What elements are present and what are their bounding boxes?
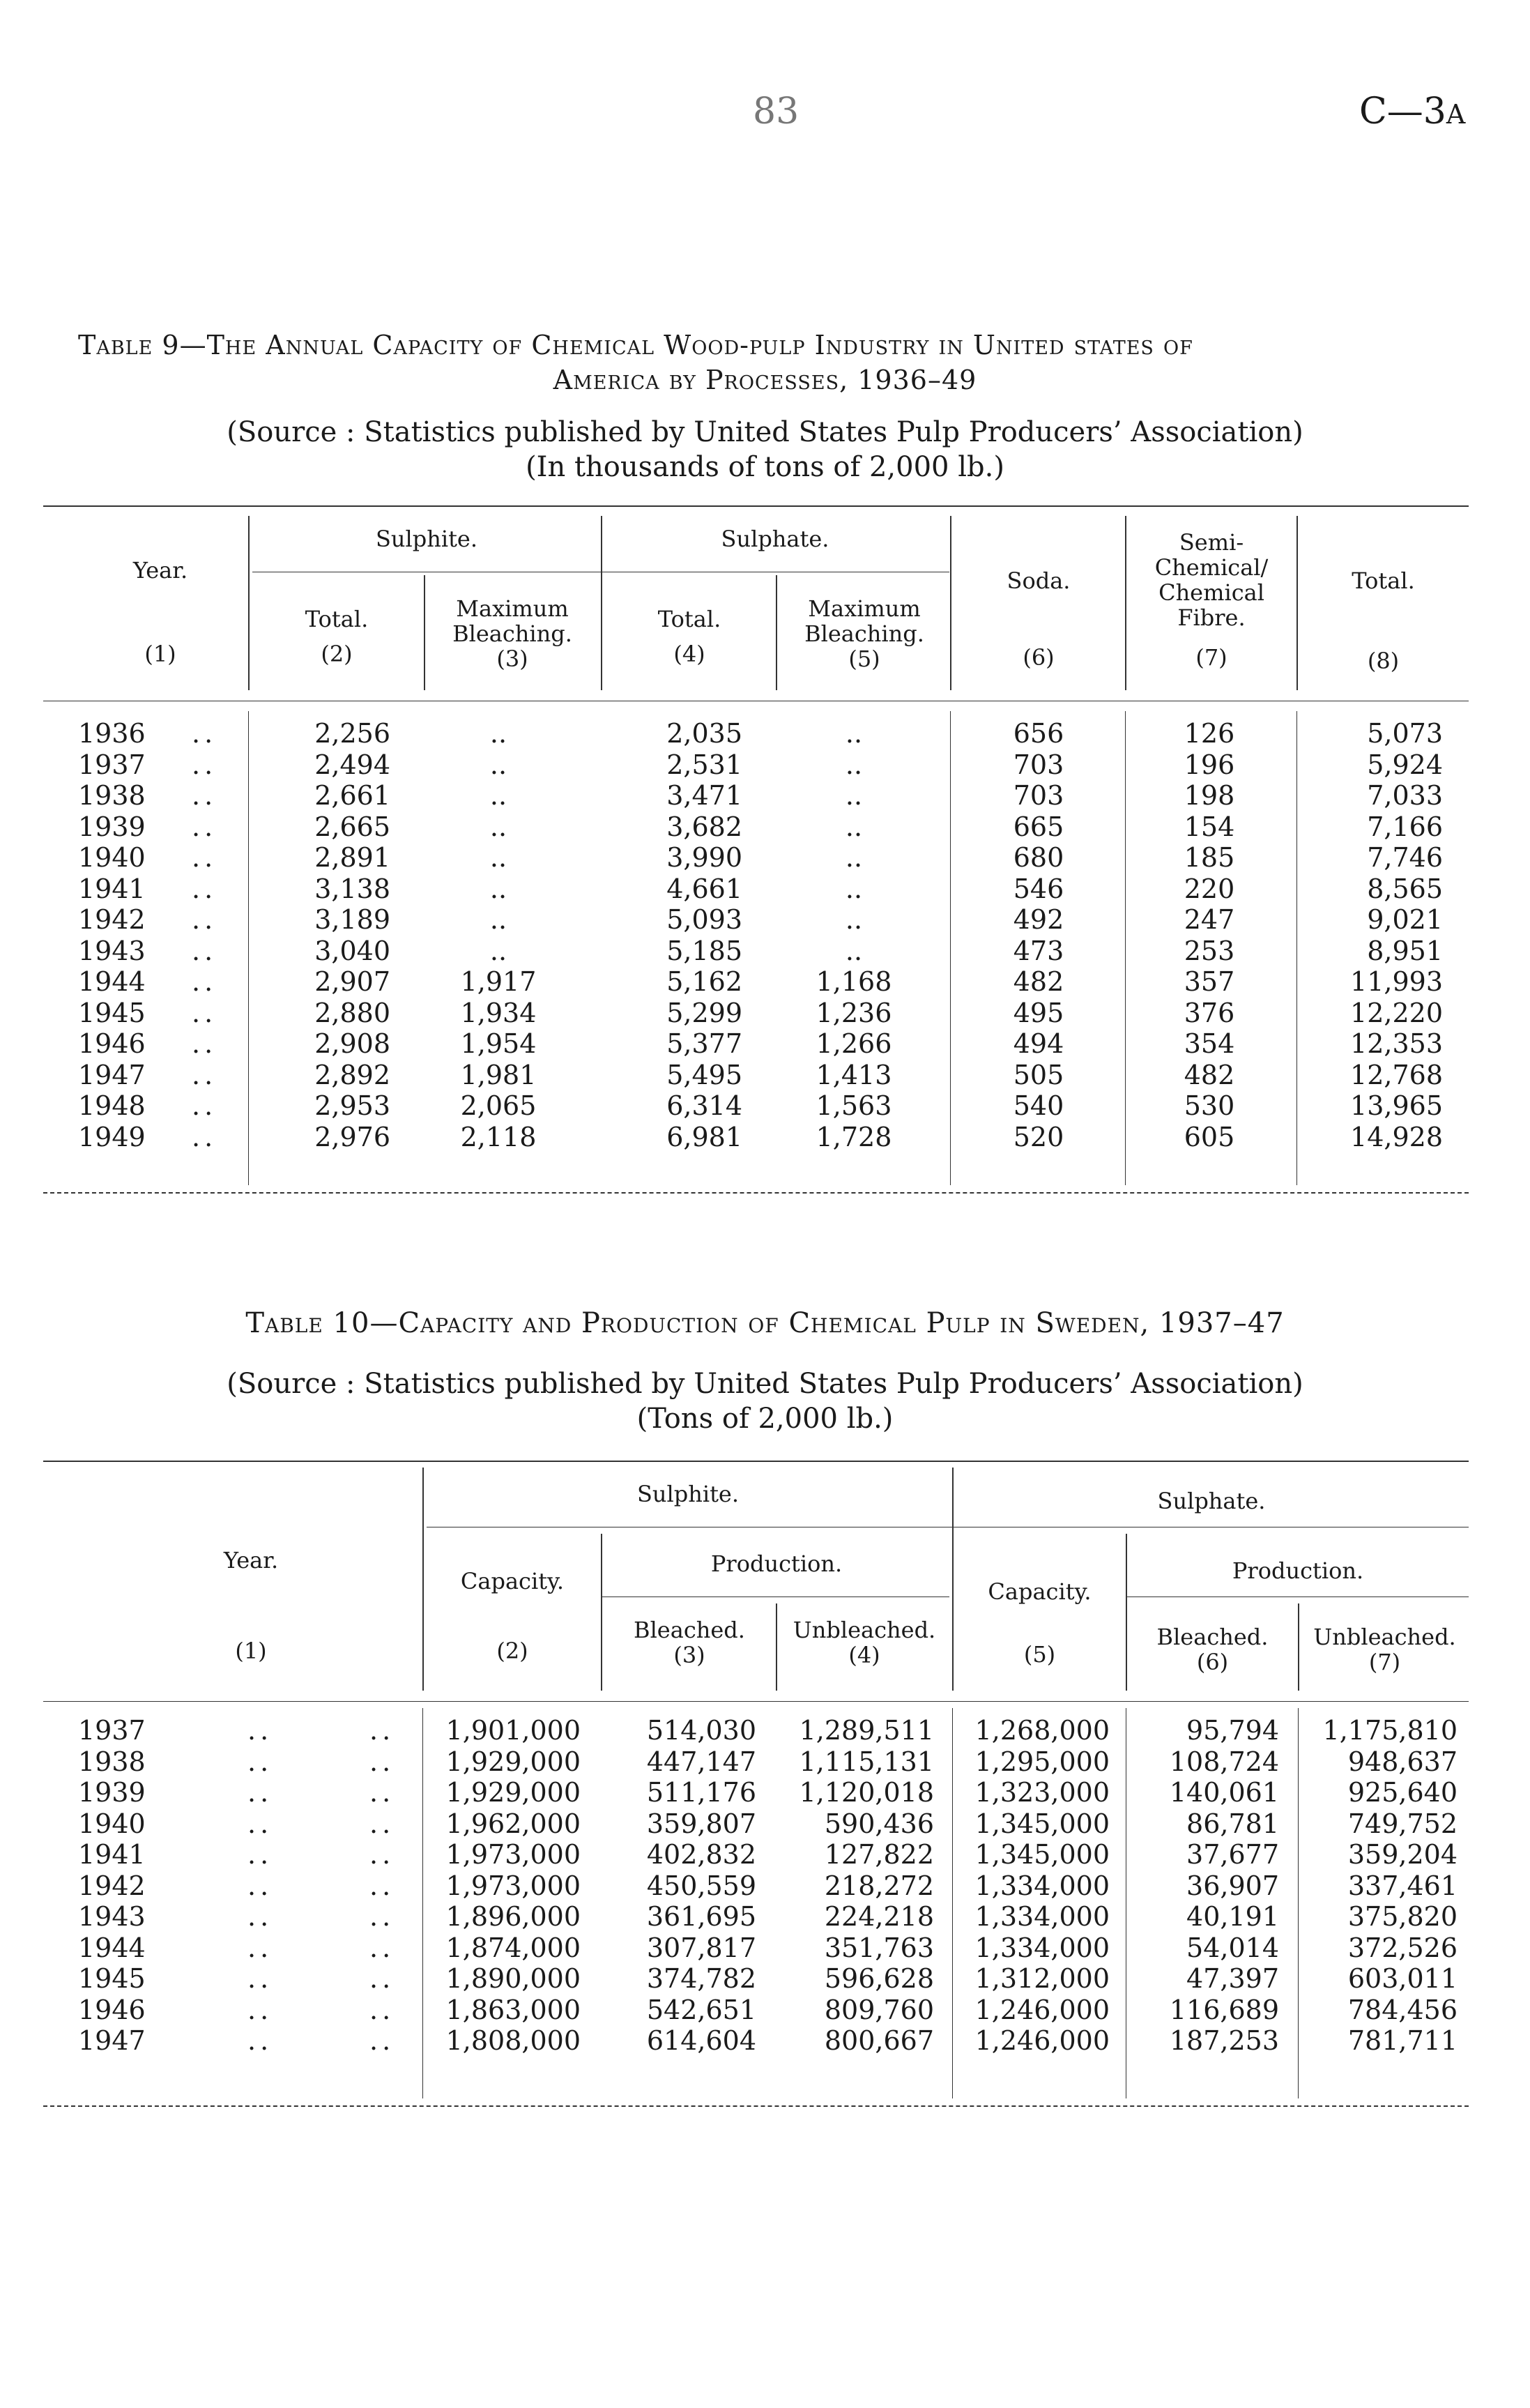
cell-c5: 1,728 <box>816 1121 892 1152</box>
cell-c5: .. <box>845 718 863 749</box>
row-year: 1942 <box>78 1870 146 1901</box>
table10-header-sulphate: Sulphate. <box>1157 1488 1266 1514</box>
row-year: 1942 <box>78 904 146 935</box>
table10-units: (Tons of 2,000 lb.) <box>636 1403 894 1435</box>
cell-c3: 514,030 <box>646 1715 756 1746</box>
cell-c5: 1,323,000 <box>974 1777 1110 1808</box>
table10-body-vline-1 <box>422 1708 423 2098</box>
cell-c5: 1,266 <box>816 1028 892 1059</box>
leader-dots: .. <box>247 1932 273 1963</box>
cell-c3: .. <box>489 718 507 749</box>
cell-c7: 925,640 <box>1347 1777 1458 1808</box>
cell-c6: 47,397 <box>1186 1963 1279 1994</box>
table9-top-rule <box>43 505 1469 507</box>
leader-dots: .. <box>369 1901 395 1932</box>
cell-c7: 354 <box>1184 1028 1235 1059</box>
leader-dots: .. <box>247 2025 273 2056</box>
cell-c2: 2,907 <box>314 966 390 997</box>
table9-caption-line1: Table 9—The Annual Capacity of Chemical Wood-pulp Industry in United states of <box>78 330 1193 360</box>
cell-c5: .. <box>845 842 863 873</box>
cell-c2: 3,040 <box>314 935 390 966</box>
table9-header-total: Total. <box>1352 567 1415 594</box>
leader-dots: .. <box>192 997 217 1028</box>
cell-c2: 1,929,000 <box>445 1777 581 1808</box>
cell-c5: 1,168 <box>816 966 892 997</box>
row-year: 1938 <box>78 1746 146 1777</box>
cell-c4: 5,162 <box>666 966 742 997</box>
cell-c7: 1,175,810 <box>1322 1715 1458 1746</box>
row-year: 1940 <box>78 842 146 873</box>
cell-c2: 1,896,000 <box>445 1901 581 1932</box>
cell-c2: 2,880 <box>314 997 390 1028</box>
cell-c3: 450,559 <box>646 1870 756 1901</box>
cell-c2: 2,892 <box>314 1059 390 1090</box>
cell-c2: 1,901,000 <box>445 1715 581 1746</box>
row-year: 1939 <box>78 1777 146 1808</box>
table10-header-sulphate-capacity: Capacity. <box>988 1578 1092 1605</box>
table9-header-sulphate-total: Total. <box>657 606 721 632</box>
cell-c6: 540 <box>1013 1090 1064 1121</box>
leader-dots: .. <box>369 1932 395 1963</box>
cell-c2: 1,973,000 <box>445 1839 581 1870</box>
cell-c6: 116,689 <box>1169 1994 1279 2025</box>
cell-c6: 656 <box>1013 718 1064 749</box>
cell-c3: 374,782 <box>646 1963 756 1994</box>
table9-header-sulphite-max-num: (3) <box>496 646 528 672</box>
cell-c6: 492 <box>1013 904 1064 935</box>
cell-c7: 359,204 <box>1347 1839 1458 1870</box>
cell-c3: 614,604 <box>646 2025 756 2056</box>
cell-c6: 703 <box>1013 749 1064 780</box>
cell-c7: 185 <box>1184 842 1235 873</box>
cell-c3: 1,981 <box>460 1059 537 1090</box>
cell-c5: .. <box>845 811 863 842</box>
cell-c4: 1,115,131 <box>799 1746 934 1777</box>
cell-c8: 14,928 <box>1350 1121 1443 1152</box>
cell-c5: 1,295,000 <box>974 1746 1110 1777</box>
table10-header-sulphite-production: Production. <box>710 1550 843 1577</box>
table10-bottom-rule <box>43 2105 1469 2107</box>
cell-c3: 359,807 <box>646 1808 756 1839</box>
table10-header-year-num: (1) <box>235 1638 267 1664</box>
cell-c3: .. <box>489 780 507 811</box>
cell-c7: 220 <box>1184 873 1235 904</box>
cell-c5: 1,246,000 <box>974 2025 1110 2056</box>
table9-header-sulphate-total-num: (4) <box>673 641 705 667</box>
cell-c3: .. <box>489 935 507 966</box>
cell-c3: 1,954 <box>460 1028 537 1059</box>
cell-c8: 7,166 <box>1367 811 1443 842</box>
cell-c6: 40,191 <box>1186 1901 1279 1932</box>
cell-c4: 5,377 <box>666 1028 742 1059</box>
table9-body-vline-5 <box>950 711 951 1185</box>
cell-c4: 596,628 <box>824 1963 934 1994</box>
table9-header-semi-l2: Chemical/ <box>1154 554 1269 581</box>
table9-body-vline-7 <box>1296 711 1297 1185</box>
cell-c3: .. <box>489 904 507 935</box>
leader-dots: .. <box>192 1028 217 1059</box>
table10-caption: Table 10—Capacity and Production of Chemical Pulp in Sweden, 1937–47 <box>245 1307 1285 1339</box>
cell-c3: 361,695 <box>646 1901 756 1932</box>
row-year: 1943 <box>78 1901 146 1932</box>
table10-header-rule <box>43 1701 1469 1702</box>
leader-dots: .. <box>192 904 217 935</box>
cell-c7: 530 <box>1184 1090 1235 1121</box>
table9-header-sulphite-max <box>425 596 599 671</box>
table10-header-sulphite-unbleached <box>777 1617 951 1668</box>
row-year: 1940 <box>78 1808 146 1839</box>
cell-c6: 37,677 <box>1186 1839 1279 1870</box>
cell-c7: 196 <box>1184 749 1235 780</box>
cell-c4: 351,763 <box>824 1932 934 1963</box>
cell-c8: 12,220 <box>1350 997 1443 1028</box>
cell-c4: 3,990 <box>666 842 742 873</box>
cell-c5: 1,236 <box>816 997 892 1028</box>
table10-header-sulphite-bleached-num: (3) <box>673 1642 705 1668</box>
cell-c8: 9,021 <box>1367 904 1443 935</box>
cell-c6: 546 <box>1013 873 1064 904</box>
cell-c6: 494 <box>1013 1028 1064 1059</box>
cell-c4: 1,120,018 <box>799 1777 934 1808</box>
cell-c7: 253 <box>1184 935 1235 966</box>
cell-c3: 402,832 <box>646 1839 756 1870</box>
cell-c2: 1,808,000 <box>445 2025 581 2056</box>
table10-header-sulphate-unbleached <box>1299 1624 1470 1675</box>
cell-c2: 2,976 <box>314 1121 390 1152</box>
leader-dots: .. <box>247 1715 273 1746</box>
cell-c3: 307,817 <box>646 1932 756 1963</box>
cell-c5: 1,413 <box>816 1059 892 1090</box>
cell-c6: 505 <box>1013 1059 1064 1090</box>
row-year: 1946 <box>78 1994 146 2025</box>
leader-dots: .. <box>369 1715 395 1746</box>
table9-body-vline-6 <box>1125 711 1126 1185</box>
cell-c6: 95,794 <box>1186 1715 1279 1746</box>
cell-c2: 2,908 <box>314 1028 390 1059</box>
cell-c7: 154 <box>1184 811 1235 842</box>
cell-c2: 1,973,000 <box>445 1870 581 1901</box>
cell-c2: 2,891 <box>314 842 390 873</box>
cell-c3: 2,118 <box>460 1121 537 1152</box>
cell-c3: .. <box>489 811 507 842</box>
cell-c7: 784,456 <box>1347 1994 1458 2025</box>
cell-c7: 337,461 <box>1347 1870 1458 1901</box>
cell-c2: 3,189 <box>314 904 390 935</box>
leader-dots: .. <box>369 1870 395 1901</box>
cell-c4: 1,289,511 <box>799 1715 934 1746</box>
table9-body-vline-1 <box>248 711 249 1185</box>
cell-c6: 187,253 <box>1169 2025 1279 2056</box>
table9-header-semi-l3: Chemical <box>1158 579 1264 606</box>
table9-header-semi-l1: Semi- <box>1179 529 1244 556</box>
cell-c7: 247 <box>1184 904 1235 935</box>
cell-c3: .. <box>489 842 507 873</box>
cell-c2: 2,661 <box>314 780 390 811</box>
cell-c6: 665 <box>1013 811 1064 842</box>
cell-c6: 473 <box>1013 935 1064 966</box>
row-year: 1947 <box>78 1059 146 1090</box>
table9-units: (In thousands of tons of 2,000 lb.) <box>526 451 1004 483</box>
row-year: 1938 <box>78 780 146 811</box>
table9-header-semi-num: (7) <box>1195 644 1227 671</box>
cell-c8: 7,033 <box>1367 780 1443 811</box>
cell-c7: 376 <box>1184 997 1235 1028</box>
table9-header-sulphite: Sulphite. <box>375 526 478 552</box>
cell-c8: 8,565 <box>1367 873 1443 904</box>
cell-c4: 218,272 <box>824 1870 934 1901</box>
cell-c2: 2,953 <box>314 1090 390 1121</box>
row-year: 1944 <box>78 1932 146 1963</box>
cell-c6: 108,724 <box>1169 1746 1279 1777</box>
table9-header-sulphate: Sulphate. <box>721 526 829 552</box>
table10-header-sulphate-capacity-num: (5) <box>1023 1641 1056 1668</box>
table10-header-sulphate-production: Production. <box>1232 1557 1364 1584</box>
cell-c2: 1,863,000 <box>445 1994 581 2025</box>
cell-c5: .. <box>845 935 863 966</box>
cell-c4: 224,218 <box>824 1901 934 1932</box>
cell-c4: 2,035 <box>666 718 742 749</box>
cell-c3: 511,176 <box>646 1777 756 1808</box>
leader-dots: .. <box>192 780 217 811</box>
leader-dots: .. <box>247 1901 273 1932</box>
cell-c7: 948,637 <box>1347 1746 1458 1777</box>
table10-header-sulphite-unbleached-label: Unbleached. <box>793 1617 936 1643</box>
cell-c4: 127,822 <box>824 1839 934 1870</box>
cell-c8: 5,073 <box>1367 718 1443 749</box>
cell-c6: 140,061 <box>1169 1777 1279 1808</box>
cell-c8: 5,924 <box>1367 749 1443 780</box>
table10-header-year: Year. <box>223 1547 279 1573</box>
cell-c8: 12,768 <box>1350 1059 1443 1090</box>
row-year: 1937 <box>78 749 146 780</box>
cell-c2: 1,929,000 <box>445 1746 581 1777</box>
leader-dots: .. <box>369 1777 395 1808</box>
cell-c4: 3,682 <box>666 811 742 842</box>
row-year: 1945 <box>78 997 146 1028</box>
cell-c7: 357 <box>1184 966 1235 997</box>
row-year: 1944 <box>78 966 146 997</box>
leader-dots: .. <box>369 1746 395 1777</box>
cell-c3: 1,934 <box>460 997 537 1028</box>
cell-c2: 2,665 <box>314 811 390 842</box>
cell-c6: 703 <box>1013 780 1064 811</box>
document-code <box>1359 91 1465 132</box>
cell-c2: 1,890,000 <box>445 1963 581 1994</box>
table10-header-sulphate-unbleached-label: Unbleached. <box>1313 1624 1456 1650</box>
table9-header-year: Year. <box>132 557 188 584</box>
cell-c4: 5,185 <box>666 935 742 966</box>
row-year: 1946 <box>78 1028 146 1059</box>
document-code-suffix: A <box>1446 99 1466 130</box>
cell-c5: 1,345,000 <box>974 1808 1110 1839</box>
table9-header-sulphite-total-num: (2) <box>321 641 353 667</box>
table10-body-vline-6 <box>1298 1708 1299 2098</box>
table10-source: (Source : Statistics published by United States Pulp Producers’ Association) <box>227 1368 1303 1400</box>
cell-c5: .. <box>845 749 863 780</box>
cell-c2: 2,256 <box>314 718 390 749</box>
leader-dots: .. <box>247 1870 273 1901</box>
table9-header-sulphite-total: Total. <box>305 606 369 632</box>
cell-c8: 7,746 <box>1367 842 1443 873</box>
leader-dots: .. <box>247 1777 273 1808</box>
leader-dots: .. <box>192 966 217 997</box>
cell-c8: 11,993 <box>1350 966 1443 997</box>
table9-header-semichemical <box>1126 530 1296 630</box>
leader-dots: .. <box>192 842 217 873</box>
cell-c6: 495 <box>1013 997 1064 1028</box>
leader-dots: .. <box>369 2025 395 2056</box>
table10-header-sulphate-bleached-num: (6) <box>1196 1649 1229 1675</box>
cell-c7: 605 <box>1184 1121 1235 1152</box>
leader-dots: .. <box>369 1808 395 1839</box>
cell-c4: 6,981 <box>666 1121 742 1152</box>
table10-header-sulphite-bleached <box>602 1617 777 1668</box>
cell-c3: 542,651 <box>646 1994 756 2025</box>
row-year: 1947 <box>78 2025 146 2056</box>
leader-dots: .. <box>192 1121 217 1152</box>
leader-dots: .. <box>192 935 217 966</box>
cell-c8: 13,965 <box>1350 1090 1443 1121</box>
table10-header-sulphite-unbleached-num: (4) <box>848 1642 880 1668</box>
row-year: 1941 <box>78 1839 146 1870</box>
table9-header-sulphate-max-l2: Bleaching. <box>804 620 924 647</box>
page-number: 83 <box>753 91 800 132</box>
leader-dots: .. <box>192 1090 217 1121</box>
leader-dots: .. <box>192 749 217 780</box>
cell-c2: 3,138 <box>314 873 390 904</box>
cell-c3: 2,065 <box>460 1090 537 1121</box>
table10-header-sulphate-bleached-label: Bleached. <box>1156 1624 1269 1650</box>
cell-c3: .. <box>489 873 507 904</box>
row-year: 1939 <box>78 811 146 842</box>
leader-dots: .. <box>247 1746 273 1777</box>
cell-c5: 1,334,000 <box>974 1901 1110 1932</box>
table9-header-sulphite-max-l2: Bleaching. <box>452 620 572 647</box>
row-year: 1949 <box>78 1121 146 1152</box>
table9-bottom-rule <box>43 1192 1469 1194</box>
cell-c4: 4,661 <box>666 873 742 904</box>
cell-c4: 3,471 <box>666 780 742 811</box>
table9-header-soda: Soda. <box>1007 567 1071 594</box>
table9-source: (Source : Statistics published by United States Pulp Producers’ Association) <box>227 416 1303 448</box>
cell-c6: 520 <box>1013 1121 1064 1152</box>
leader-dots: .. <box>369 1994 395 2025</box>
table10-header-sulphite-bleached-label: Bleached. <box>634 1617 745 1643</box>
table9-header-year-num: (1) <box>144 641 176 667</box>
table9-caption-line2: America by Processes, 1936–49 <box>553 365 977 395</box>
cell-c4: 6,314 <box>666 1090 742 1121</box>
cell-c5: 1,345,000 <box>974 1839 1110 1870</box>
row-year: 1945 <box>78 1963 146 1994</box>
cell-c2: 2,494 <box>314 749 390 780</box>
leader-dots: .. <box>369 1963 395 1994</box>
table10-body-vline-4 <box>952 1708 953 2098</box>
leader-dots: .. <box>192 718 217 749</box>
cell-c8: 8,951 <box>1367 935 1443 966</box>
table9-header-semi-l4: Fibre. <box>1177 604 1246 631</box>
cell-c7: 126 <box>1184 718 1235 749</box>
cell-c6: 54,014 <box>1186 1932 1279 1963</box>
table10-header-sulphite-capacity-num: (2) <box>496 1638 528 1664</box>
cell-c5: 1,312,000 <box>974 1963 1110 1994</box>
cell-c6: 482 <box>1013 966 1064 997</box>
table9-header-sulphate-max-l1: Maximum <box>808 595 921 622</box>
cell-c7: 749,752 <box>1347 1808 1458 1839</box>
leader-dots: .. <box>247 1994 273 2025</box>
table9-caption <box>0 328 1530 397</box>
row-year: 1937 <box>78 1715 146 1746</box>
table9-header-soda-num: (6) <box>1023 644 1055 671</box>
cell-c5: .. <box>845 873 863 904</box>
cell-c4: 800,667 <box>824 2025 934 2056</box>
cell-c8: 12,353 <box>1350 1028 1443 1059</box>
table10-header-sulphite: Sulphite. <box>636 1481 740 1507</box>
cell-c4: 5,299 <box>666 997 742 1028</box>
leader-dots: .. <box>192 873 217 904</box>
cell-c4: 5,093 <box>666 904 742 935</box>
row-year: 1948 <box>78 1090 146 1121</box>
leader-dots: .. <box>369 1839 395 1870</box>
table10-header-sulphate-bleached <box>1127 1624 1298 1675</box>
cell-c3: 447,147 <box>646 1746 756 1777</box>
cell-c5: 1,563 <box>816 1090 892 1121</box>
cell-c7: 781,711 <box>1347 2025 1458 2056</box>
table9-header-total-num: (8) <box>1367 648 1400 674</box>
cell-c7: 375,820 <box>1347 1901 1458 1932</box>
cell-c3: 1,917 <box>460 966 537 997</box>
table10-top-rule <box>43 1461 1469 1462</box>
cell-c4: 5,495 <box>666 1059 742 1090</box>
cell-c5: 1,334,000 <box>974 1870 1110 1901</box>
cell-c2: 1,962,000 <box>445 1808 581 1839</box>
leader-dots: .. <box>192 811 217 842</box>
leader-dots: .. <box>247 1963 273 1994</box>
table9-header-sulphite-max-l1: Maximum <box>456 595 569 622</box>
table9-header-sulphate-max <box>777 596 951 671</box>
leader-dots: .. <box>247 1839 273 1870</box>
cell-c6: 680 <box>1013 842 1064 873</box>
cell-c5: 1,268,000 <box>974 1715 1110 1746</box>
table10-header-sulphite-capacity: Capacity. <box>460 1568 565 1594</box>
cell-c4: 2,531 <box>666 749 742 780</box>
cell-c2: 1,874,000 <box>445 1932 581 1963</box>
cell-c4: 809,760 <box>824 1994 934 2025</box>
cell-c5: 1,334,000 <box>974 1932 1110 1963</box>
cell-c7: 198 <box>1184 780 1235 811</box>
cell-c7: 482 <box>1184 1059 1235 1090</box>
cell-c3: .. <box>489 749 507 780</box>
row-year: 1936 <box>78 718 146 749</box>
cell-c5: 1,246,000 <box>974 1994 1110 2025</box>
row-year: 1943 <box>78 935 146 966</box>
cell-c6: 86,781 <box>1186 1808 1279 1839</box>
leader-dots: .. <box>192 1059 217 1090</box>
cell-c7: 603,011 <box>1347 1963 1458 1994</box>
cell-c7: 372,526 <box>1347 1932 1458 1963</box>
row-year: 1941 <box>78 873 146 904</box>
cell-c6: 36,907 <box>1186 1870 1279 1901</box>
cell-c4: 590,436 <box>824 1808 934 1839</box>
leader-dots: .. <box>247 1808 273 1839</box>
cell-c5: .. <box>845 780 863 811</box>
document-code-main: C—3 <box>1359 91 1446 132</box>
table10-header-sulphate-unbleached-num: (7) <box>1368 1649 1401 1675</box>
cell-c5: .. <box>845 904 863 935</box>
table9-header-sulphate-max-num: (5) <box>848 646 880 672</box>
